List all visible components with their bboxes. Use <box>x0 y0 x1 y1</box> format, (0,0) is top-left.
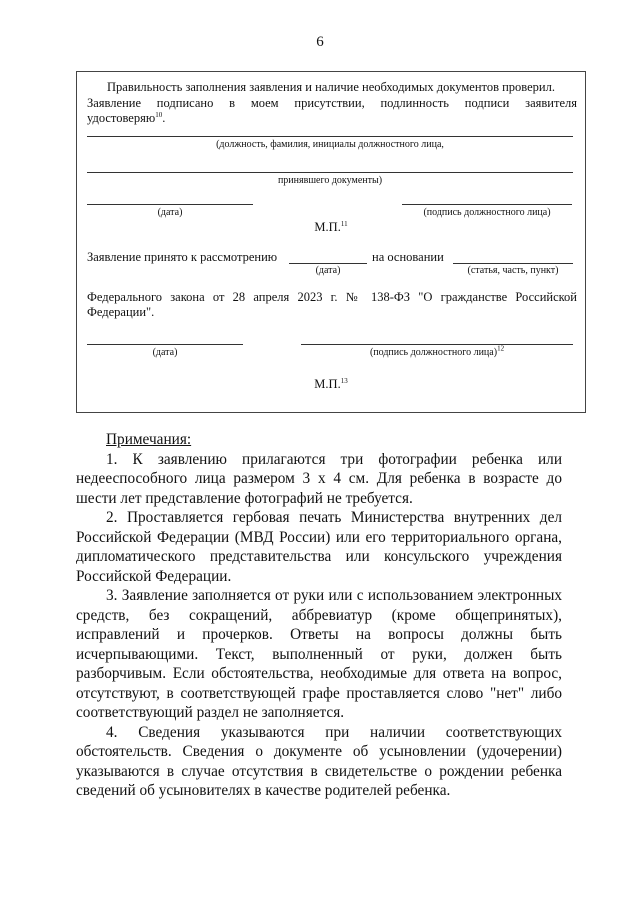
note-item-2: 2. Проставляется гербовая печать Министерства внутренних дел Российской Федерации (МВД России) или его территориального органа, дипломатического представительства или консульского учреждения Российской Федерации. <box>76 509 562 585</box>
caption-date-2: (дата) <box>315 265 341 276</box>
caption-date-3: (дата) <box>152 347 178 358</box>
notes-title: Примечания: <box>106 431 192 448</box>
note-item-1: 1. К заявлению прилагаются три фотографии ребенка или недееспособного лица размером 3 x 4 см. Для ребенка в возрасте до шести лет представление фотографий не требуется. <box>76 450 562 507</box>
official-use-box <box>76 71 586 413</box>
position-line <box>87 136 573 137</box>
accepted-date-line <box>289 263 367 264</box>
page-number: 6 <box>316 34 324 50</box>
notes-section <box>76 430 562 801</box>
article-line <box>453 263 573 264</box>
date-line-2 <box>87 344 243 345</box>
stamp-place-1: М.П.$^{11}$ <box>314 219 348 234</box>
footnote-ref-12: 12 <box>497 344 505 353</box>
caption-article: (статья, часть, пункт) <box>467 265 559 276</box>
caption-signature-2: (подпись должностного лица)$^{12}$ <box>369 344 505 358</box>
stamp-place-2: М.П.$^{13}$ <box>314 376 348 391</box>
caption-accepted: принявшего документы) <box>277 175 383 186</box>
accepted-basis: на основании <box>372 250 444 264</box>
law-line-1: Федерального закона от 28 апреля 2023 г. № 138-ФЗ "О гражданстве Российской <box>87 290 577 304</box>
footnote-ref-13: 13 <box>340 376 348 385</box>
date-line <box>87 204 253 205</box>
accepted-by-line <box>87 172 573 173</box>
note-item-4: 4. Сведения указываются при наличии соответствующих обстоятельств. Сведения о документе об усыновлении (удочерении) указываются в случае отсутствия в свидетельстве о рождении ребенка сведений об усыновителях в качестве родителей ребенка. <box>76 723 562 799</box>
note-item-3: 3. Заявление заполняется от руки или с использованием электронных средств, без сокращений, аббревиатур (кроме общепринятых), исправлений и прочерков. Ответы на вопросы должны быть исчерпывающими. Текст, выполненный от руки, должен быть разборчивым. Если обстоятельства, необходимые для ответа на вопрос, отсутствуют, в соответствующей графе проставляется слово "нет" либо соответствующий раздел не заполняется. <box>76 587 562 721</box>
verify-line-1: Правильность заполнения заявления и наличие необходимых документов проверил. <box>107 80 555 94</box>
accepted-prefix: Заявление принято к рассмотрению <box>87 250 278 264</box>
caption-signature: (подпись должностного лица) <box>423 207 551 218</box>
verify-line-2: Заявление подписано в моем присутствии, подлинность подписи заявителя <box>87 96 577 110</box>
signature-line-2 <box>301 344 573 345</box>
caption-position: (должность, фамилия, инициалы должностного лица, <box>216 139 444 150</box>
signature-line <box>402 204 572 205</box>
verify-line-3: удостоверяю$^{10}$. <box>87 110 166 125</box>
footnote-ref-11: 11 <box>340 219 348 228</box>
law-line-2: Федерации". <box>87 305 155 319</box>
footnote-ref-10: 10 <box>155 110 163 119</box>
caption-date: (дата) <box>157 207 183 218</box>
